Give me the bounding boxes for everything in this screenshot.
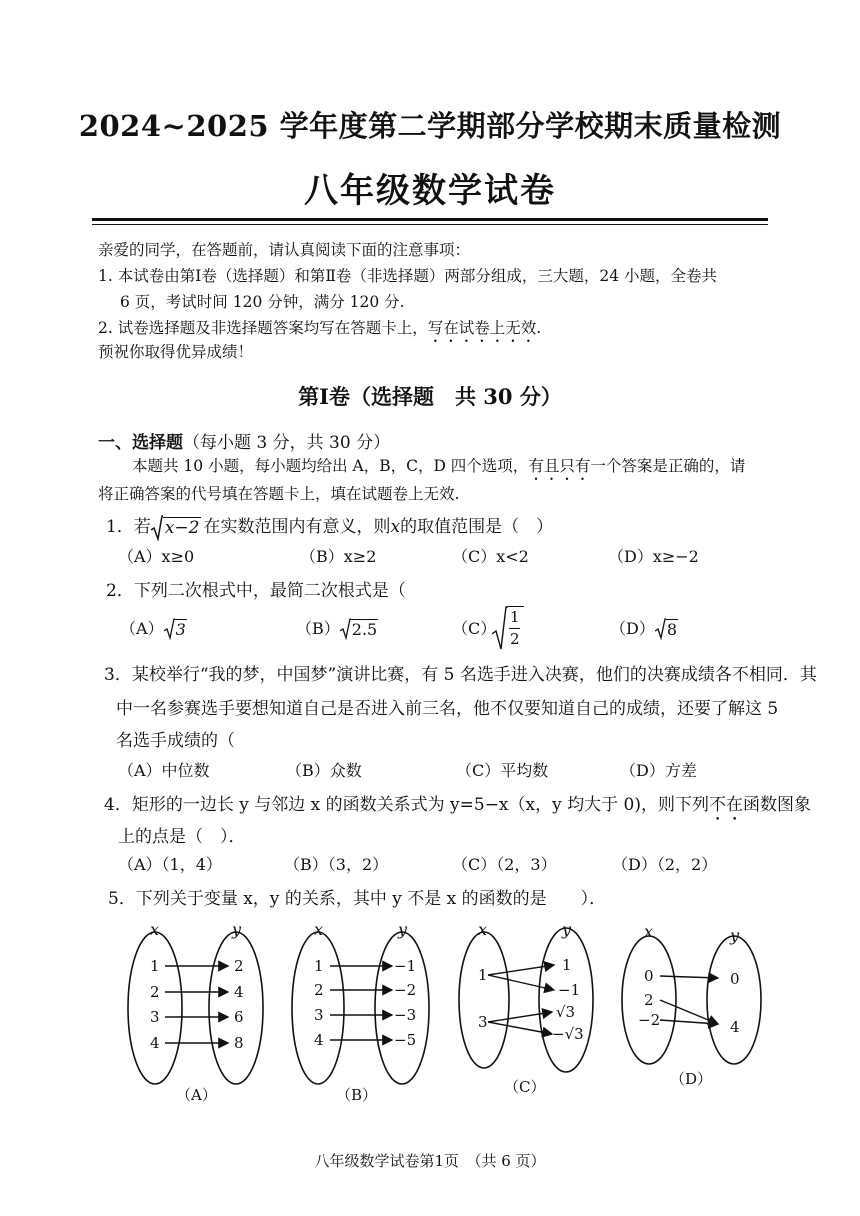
- q4-option-b: （B）（3，2）: [284, 855, 389, 874]
- diagram-a-set-y: y: [232, 920, 242, 939]
- diagram-b-y-item: −1: [394, 957, 417, 975]
- question-2: 2．下列二次根式中，最简二次根式是（: [106, 581, 406, 601]
- exam-subtitle: 八年级数学试卷: [304, 171, 556, 211]
- q4-option-a: （A）（1，4）: [118, 855, 222, 874]
- diagram-b-set-x: x: [314, 920, 324, 939]
- q2-option-b-label: （B）: [296, 619, 340, 638]
- notice-item-2-end: .: [536, 319, 542, 337]
- q4-text-a: 4．矩形的一边长 y 与邻边 x 的函数关系式为 y=5−x（x，y 均大于 0)，则下列: [104, 795, 709, 815]
- diagram-c-x-item: 3: [478, 1013, 488, 1031]
- diagram-c-x-item: 1: [478, 966, 488, 984]
- q2-option-d-label: （D）: [610, 619, 655, 638]
- diagram-b-y-item: −3: [394, 1006, 417, 1024]
- diagram-d-y-item: 4: [730, 1018, 740, 1036]
- diagram-a-x-item: 3: [150, 1008, 160, 1026]
- diagram-c-y-item: √3: [556, 1003, 576, 1021]
- diagram-d-x-item: 0: [644, 967, 654, 985]
- q1-text-end: 的取值范围是（ ）: [400, 517, 554, 537]
- diagram-b-x-item: 4: [314, 1031, 324, 1049]
- diagram-d-label: （D）: [670, 1070, 713, 1088]
- q1-number: 1．若: [106, 517, 151, 537]
- notice-wish: 预祝你取得优异成绩！: [98, 343, 254, 361]
- intro-emphasis: 有且只有: [528, 457, 591, 475]
- notice-item-1-line-1: 1. 本试卷由第Ⅰ卷（选择题）和第Ⅱ卷（非选择题）两部分组成，三大题，24 小题，全卷共: [98, 267, 718, 285]
- notice-item-2-emphasis: 写在试卷上无效: [427, 319, 537, 337]
- diagram-d-set-x: x: [644, 922, 654, 941]
- diagram-c-y-item: −1: [558, 981, 581, 999]
- q2-option-a-radicand: 3: [175, 620, 186, 639]
- q1-option-d: （D）x≥−2: [608, 547, 699, 566]
- q3-option-c: （C）平均数: [456, 761, 549, 780]
- diagram-c-y-item: 1: [562, 956, 572, 974]
- diagram-a-x-item: 4: [150, 1034, 160, 1052]
- q1-variable: x: [390, 517, 401, 537]
- q2-option-a-label: （A）: [120, 619, 164, 638]
- q3-option-b: （B）众数: [286, 761, 362, 780]
- intro-text-b: 一个答案是正确的，请: [590, 457, 746, 475]
- diagram-b-x-item: 3: [314, 1006, 324, 1024]
- q4-text-b: 函数图象: [742, 795, 811, 815]
- diagram-a-set-x: x: [150, 920, 160, 939]
- diagram-d-set-y: y: [730, 926, 740, 945]
- part1-heading-label: 一、选择题: [98, 433, 183, 453]
- q3-option-d: （D）方差: [620, 761, 697, 780]
- notice-item-2-text: 2. 试卷选择题及非选择题答案均写在答题卡上，: [98, 319, 428, 337]
- diagram-a-y-item: 2: [234, 957, 244, 975]
- q3-option-a: （A）中位数: [118, 761, 210, 780]
- diagram-b-y-item: −5: [394, 1031, 417, 1049]
- diagram-a-label: （A）: [176, 1086, 217, 1104]
- diagram-c-set-x: x: [478, 920, 488, 939]
- q2-option-d-radicand: 8: [666, 620, 678, 639]
- diagram-c-label: （C）: [504, 1078, 546, 1096]
- diagram-a-y-item: 8: [234, 1034, 244, 1052]
- exam-title: 2024~2025 学年度第二学期部分学校期末质量检测: [78, 109, 782, 143]
- notice-item-1-line-2: 6 页，考试时间 120 分钟，满分 120 分.: [120, 293, 405, 311]
- diagram-c-y-item: −√3: [552, 1025, 584, 1043]
- q3-line-1: 3．某校举行“我的梦，中国梦”演讲比赛，有 5 名选手进入决赛，他们的决赛成绩各不相同．其: [104, 665, 817, 685]
- q4-line-2: 上的点是（ ）．: [118, 827, 246, 847]
- q2-option-c-label: （C）: [452, 619, 497, 638]
- section-title: 第Ⅰ卷（选择题 共 30 分）: [298, 384, 562, 409]
- q4-option-c: （C）（2，3）: [452, 855, 557, 874]
- part1-heading-note: （每小题 3 分，共 30 分）: [183, 433, 391, 453]
- question-5: 5．下列关于变量 x，y 的关系，其中 y 不是 x 的函数的是 ）．: [108, 889, 607, 909]
- diagram-d-y-item: 0: [730, 970, 740, 988]
- notice-greeting: 亲爱的同学，在答题前，请认真阅读下面的注意事项：: [98, 241, 471, 259]
- diagram-b-set-y: y: [398, 920, 408, 939]
- q2-fraction-numerator: 1: [510, 608, 520, 626]
- diagram-b-y-item: −2: [394, 981, 417, 999]
- q1-option-c: （C）x<2: [452, 547, 529, 566]
- diagram-a-y-item: 4: [234, 983, 244, 1001]
- diagram-d-x-item: 2: [644, 991, 654, 1009]
- diagram-a-x-item: 2: [150, 983, 160, 1001]
- diagram-a-y-item: 6: [234, 1008, 244, 1026]
- q1-option-b: （B）x≥2: [300, 547, 377, 566]
- q3-line-3: 名选手成绩的（: [116, 731, 235, 751]
- part1-intro-line-2: 将正确答案的代号填在答题卡上，填在试题卷上无效.: [98, 485, 460, 503]
- q3-line-2: 中一名参赛选手要想知道自己是否进入前三名，他不仅要知道自己的成绩，还要了解这 5: [116, 699, 779, 719]
- diagram-a-x-item: 1: [150, 957, 160, 975]
- diagram-b-label: （B）: [336, 1086, 378, 1104]
- diagram-b-x-item: 2: [314, 981, 324, 999]
- page-footer: 八年级数学试卷第1页 （共 6 页）: [314, 1152, 546, 1170]
- intro-text-a: 本题共 10 小题，每小题均给出 A，B，C，D 四个选项，: [132, 457, 529, 475]
- q1-radicand: x−2: [164, 517, 200, 538]
- q2-option-b-radicand: 2.5: [351, 620, 378, 639]
- q1-option-a: （A）x≥0: [118, 547, 195, 566]
- q1-text: 在实数范围内有意义，则: [203, 517, 391, 537]
- q4-emphasis: 不在: [708, 795, 743, 815]
- q2-fraction-denominator: 2: [510, 630, 520, 648]
- q4-option-d: （D）（2，2）: [612, 855, 718, 874]
- diagram-d-x-item: −2: [638, 1011, 661, 1029]
- diagram-c-set-y: y: [562, 920, 572, 939]
- diagram-b-x-item: 1: [314, 957, 324, 975]
